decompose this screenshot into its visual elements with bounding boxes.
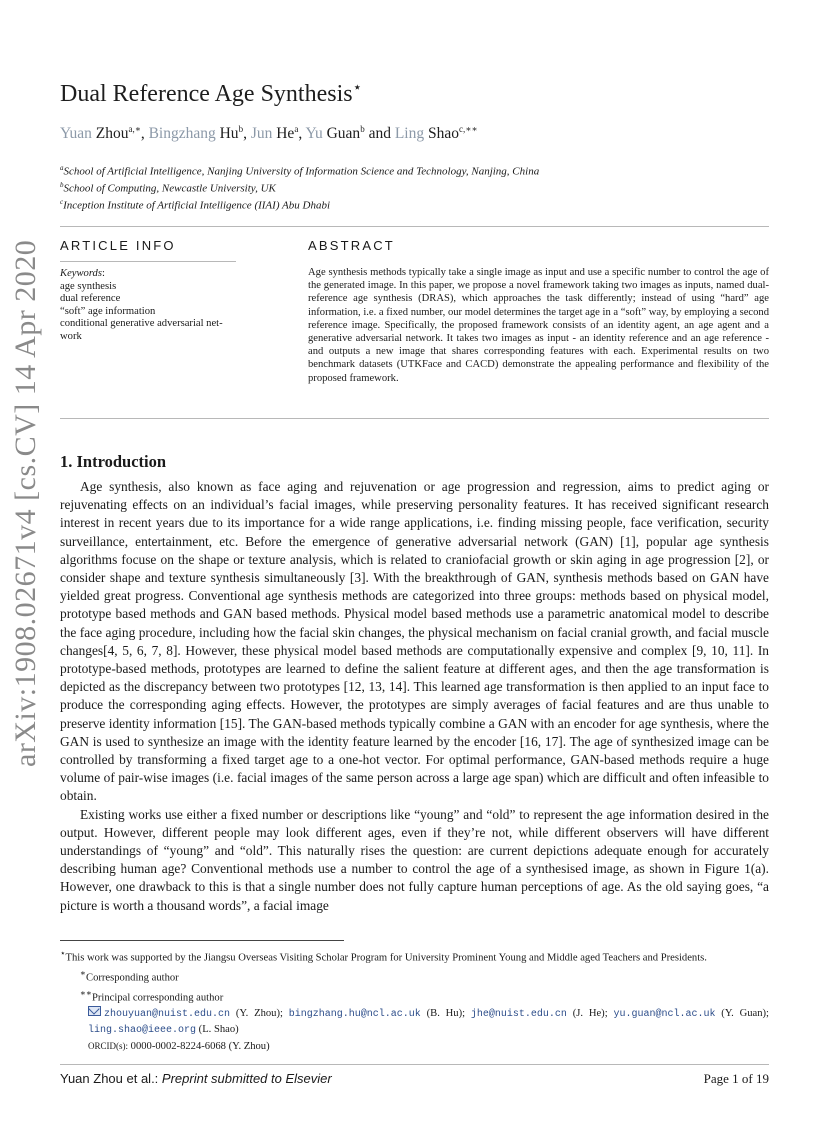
author-email-link[interactable]: jhe@nuist.edu.cn xyxy=(470,1009,567,1021)
footer-left: Yuan Zhou et al.: Preprint submitted to Elsevier xyxy=(60,1071,332,1086)
funding-footnote: ⋆This work was supported by the Jiangsu Overseas Visiting Scholar Program for University Prominent Young and Middle aged Teachers and Presidents. xyxy=(60,948,707,964)
article-info-heading: ARTICLE INFO xyxy=(60,238,176,253)
author-given-name: Bingzhang xyxy=(148,125,220,143)
author-email-link[interactable]: yu.guan@ncl.ac.uk xyxy=(613,1009,716,1021)
keywords-label: Keywords xyxy=(60,268,102,279)
email-owner: (J. He); xyxy=(566,1008,614,1020)
page-footer xyxy=(60,1071,769,1087)
affiliation-c: $^c$Inception Institute of Artificial Intelligence (IIAI) Abu Dhabi xyxy=(60,198,330,212)
intro-paragraph-2: Existing works use either a fixed number or descriptions like “young” and “old” to represent the age information desired in the output. However, different people may look different ages, even if they’re not, while different observers will have different understandings of “young” and “old”. This naturally rises the question: are current depictions adequate enough for accurately describing human age? Conventional methods use a number to control the age of a synthesised image, as shown in Figure 1(a). However, one drawback to this is that a single number does not fully capture human perceptions of age. As the old saying goes, “a picture is worth a thousand words”, a facial image xyxy=(60,806,769,913)
section-heading-introduction: 1. Introduction xyxy=(60,452,167,471)
footnotes xyxy=(60,946,769,1054)
keyword-item: “soft” age information xyxy=(60,305,156,317)
abstract-text: Age synthesis methods typically take a single image as input and use a specific number to control the age of the generated image. In this paper, we propose a novel framework taking two images as inputs, named dual-reference age synthesis (DRAS), which approaches the task differently; instead of using “hard” age information, i.e. a fixed number, our model determines the target age in a “soft” way, by employing a second reference image. Specifically, the proposed framework consists of an identity agent, an age agent and a generative adversarial network. It takes two images as input - an identity reference and an age reference - and outputs a new image that shares corresponding features with each. Experimental results on two benchmark datasets (UTKFace and CACD) demonstrate the appealing performance and flexibility of the proposed framework. xyxy=(308,267,769,384)
author-list: Yuan Zhou$^{a,∗}$, Bingzhang Hu$^b$, Jun He$^a$, Yu Guan$^b$ and Ling Shao$^{c,∗∗}$ xyxy=(60,124,478,143)
author-email-link[interactable]: bingzhang.hu@ncl.ac.uk xyxy=(288,1009,421,1021)
author-given-name: Yuan xyxy=(60,125,96,143)
keyword-item: work xyxy=(60,330,82,342)
mail-icon xyxy=(88,1006,101,1016)
abstract-heading: ABSTRACT xyxy=(308,238,395,253)
abstract-rule xyxy=(60,418,769,419)
page-number: Page 1 of 19 xyxy=(703,1071,769,1086)
header-rule xyxy=(60,226,769,227)
paper-title: Dual Reference Age Synthesis⋆ xyxy=(60,80,362,107)
email-owner: (Y. Zhou); xyxy=(230,1008,289,1020)
introduction-body xyxy=(60,478,769,915)
footnote-rule xyxy=(60,940,344,941)
corresponding-footnote: ∗Corresponding author xyxy=(80,968,179,984)
email-footnote xyxy=(60,1006,769,1038)
author-given-name: Yu xyxy=(305,125,327,143)
keyword-item: age synthesis xyxy=(60,280,117,292)
author-affiliation-mark: c,∗∗ xyxy=(458,124,478,134)
keywords-block: Keywords: age synthesis dual reference “soft” age information conditional generative adversarial net- work xyxy=(60,268,250,343)
email-owner: (B. Hu); xyxy=(420,1008,471,1020)
author-given-name: Ling xyxy=(394,125,428,143)
author-given-name: Jun xyxy=(250,125,277,143)
keyword-item: dual reference xyxy=(60,293,121,304)
arxiv-side-stamp: arXiv:1908.02671v4 [cs.CV] 14 Apr 2020 xyxy=(9,239,42,767)
author-affiliation-mark: b xyxy=(360,124,365,134)
title-footnote-mark: ⋆ xyxy=(352,80,362,96)
author-surname: Hu xyxy=(219,125,239,143)
author-surname: He xyxy=(276,125,295,143)
author-email-link[interactable]: zhouyuan@nuist.edu.cn xyxy=(104,1009,231,1021)
principal-footnote: ∗∗Principal corresponding author xyxy=(80,988,224,1004)
author-email-link[interactable]: ling.shao@ieee.org xyxy=(88,1024,197,1036)
email-owner: (L. Shao) xyxy=(196,1023,239,1035)
author-affiliation-mark: a xyxy=(294,124,299,134)
footer-rule xyxy=(60,1064,769,1065)
keyword-item: conditional generative adversarial net- xyxy=(60,318,223,329)
article-info-rule xyxy=(60,261,236,262)
author-affiliation-mark: b xyxy=(238,124,244,134)
orcid-footnote: ORCID(s): 0000-0002-8224-6068 (Y. Zhou) xyxy=(88,1040,270,1052)
author-surname: Guan xyxy=(326,125,361,143)
intro-paragraph-1: Age synthesis, also known as face aging and rejuvenation or age progression and regression, aims to predict aging or rejuvenating effects on an individual’s facial images, while preserving personality features. It has received significant research interest in recent years due to its importance for a wide range applications, i.e. finding missing people, face verification, security surveillance, entertainment, etc. Before the emergence of generative adversarial network (GAN) [1], popular age synthesis algorithms focuse on the shape or texture analysis, which is related to craniofacial growth or skin aging in age progression [2], or consider shape and texture synthesis simultaneously [3]. With the breakthrough of GAN, synthesis methods based on GAN have yielded great progress. Conventional age synthesis methods are categorized into three groups: methods based on physical model, prototype based methods and GAN based methods. Physical model based methods use a parametric anatomical model to describe the face aging procedure, including how the facial skin changes, the physical mechanism on facial cranial growth, and facial muscle changes[4, 5, 6, 7, 8]. However, these physical model based methods are computationally expensive and complex [9, 10, 11]. In prototype-based methods, prototypes are learned to define the salient feature at different ages, and then the age transformation is depicted as the discrepancy between two prototypes [12, 13, 14]. This learned age transformation is then applied to an input face to produce the corresponding aging effects. However, the prototypes are simply averages of facial features and are thus unable to preserve identity information [15]. The GAN-based methods typically combine a GAN with an encoder for age synthesis, where the GAN is used to synthesize an image with the identity feature learned by the encoder [16, 17]. The age of synthesized image can be controlled by transforming a fixed target age to a one-hot vector. For optimal performance, GAN-based methods require a huge volume of pair-wise images (i.e. facial images of the same person across a large age span) which are difficult and often infeasible to obtain. xyxy=(60,479,769,804)
affiliation-b: $^b$School of Computing, Newcastle University, UK xyxy=(60,181,276,195)
author-affiliation-mark: a,∗ xyxy=(128,124,141,134)
affiliation-a: $^a$School of Artificial Intelligence, Nanjing University of Information Science and Technology, Nanjing, China xyxy=(60,164,540,178)
author-surname: Shao xyxy=(427,125,459,143)
email-owner: (Y. Guan); xyxy=(715,1008,769,1020)
author-surname: Zhou xyxy=(95,125,129,143)
